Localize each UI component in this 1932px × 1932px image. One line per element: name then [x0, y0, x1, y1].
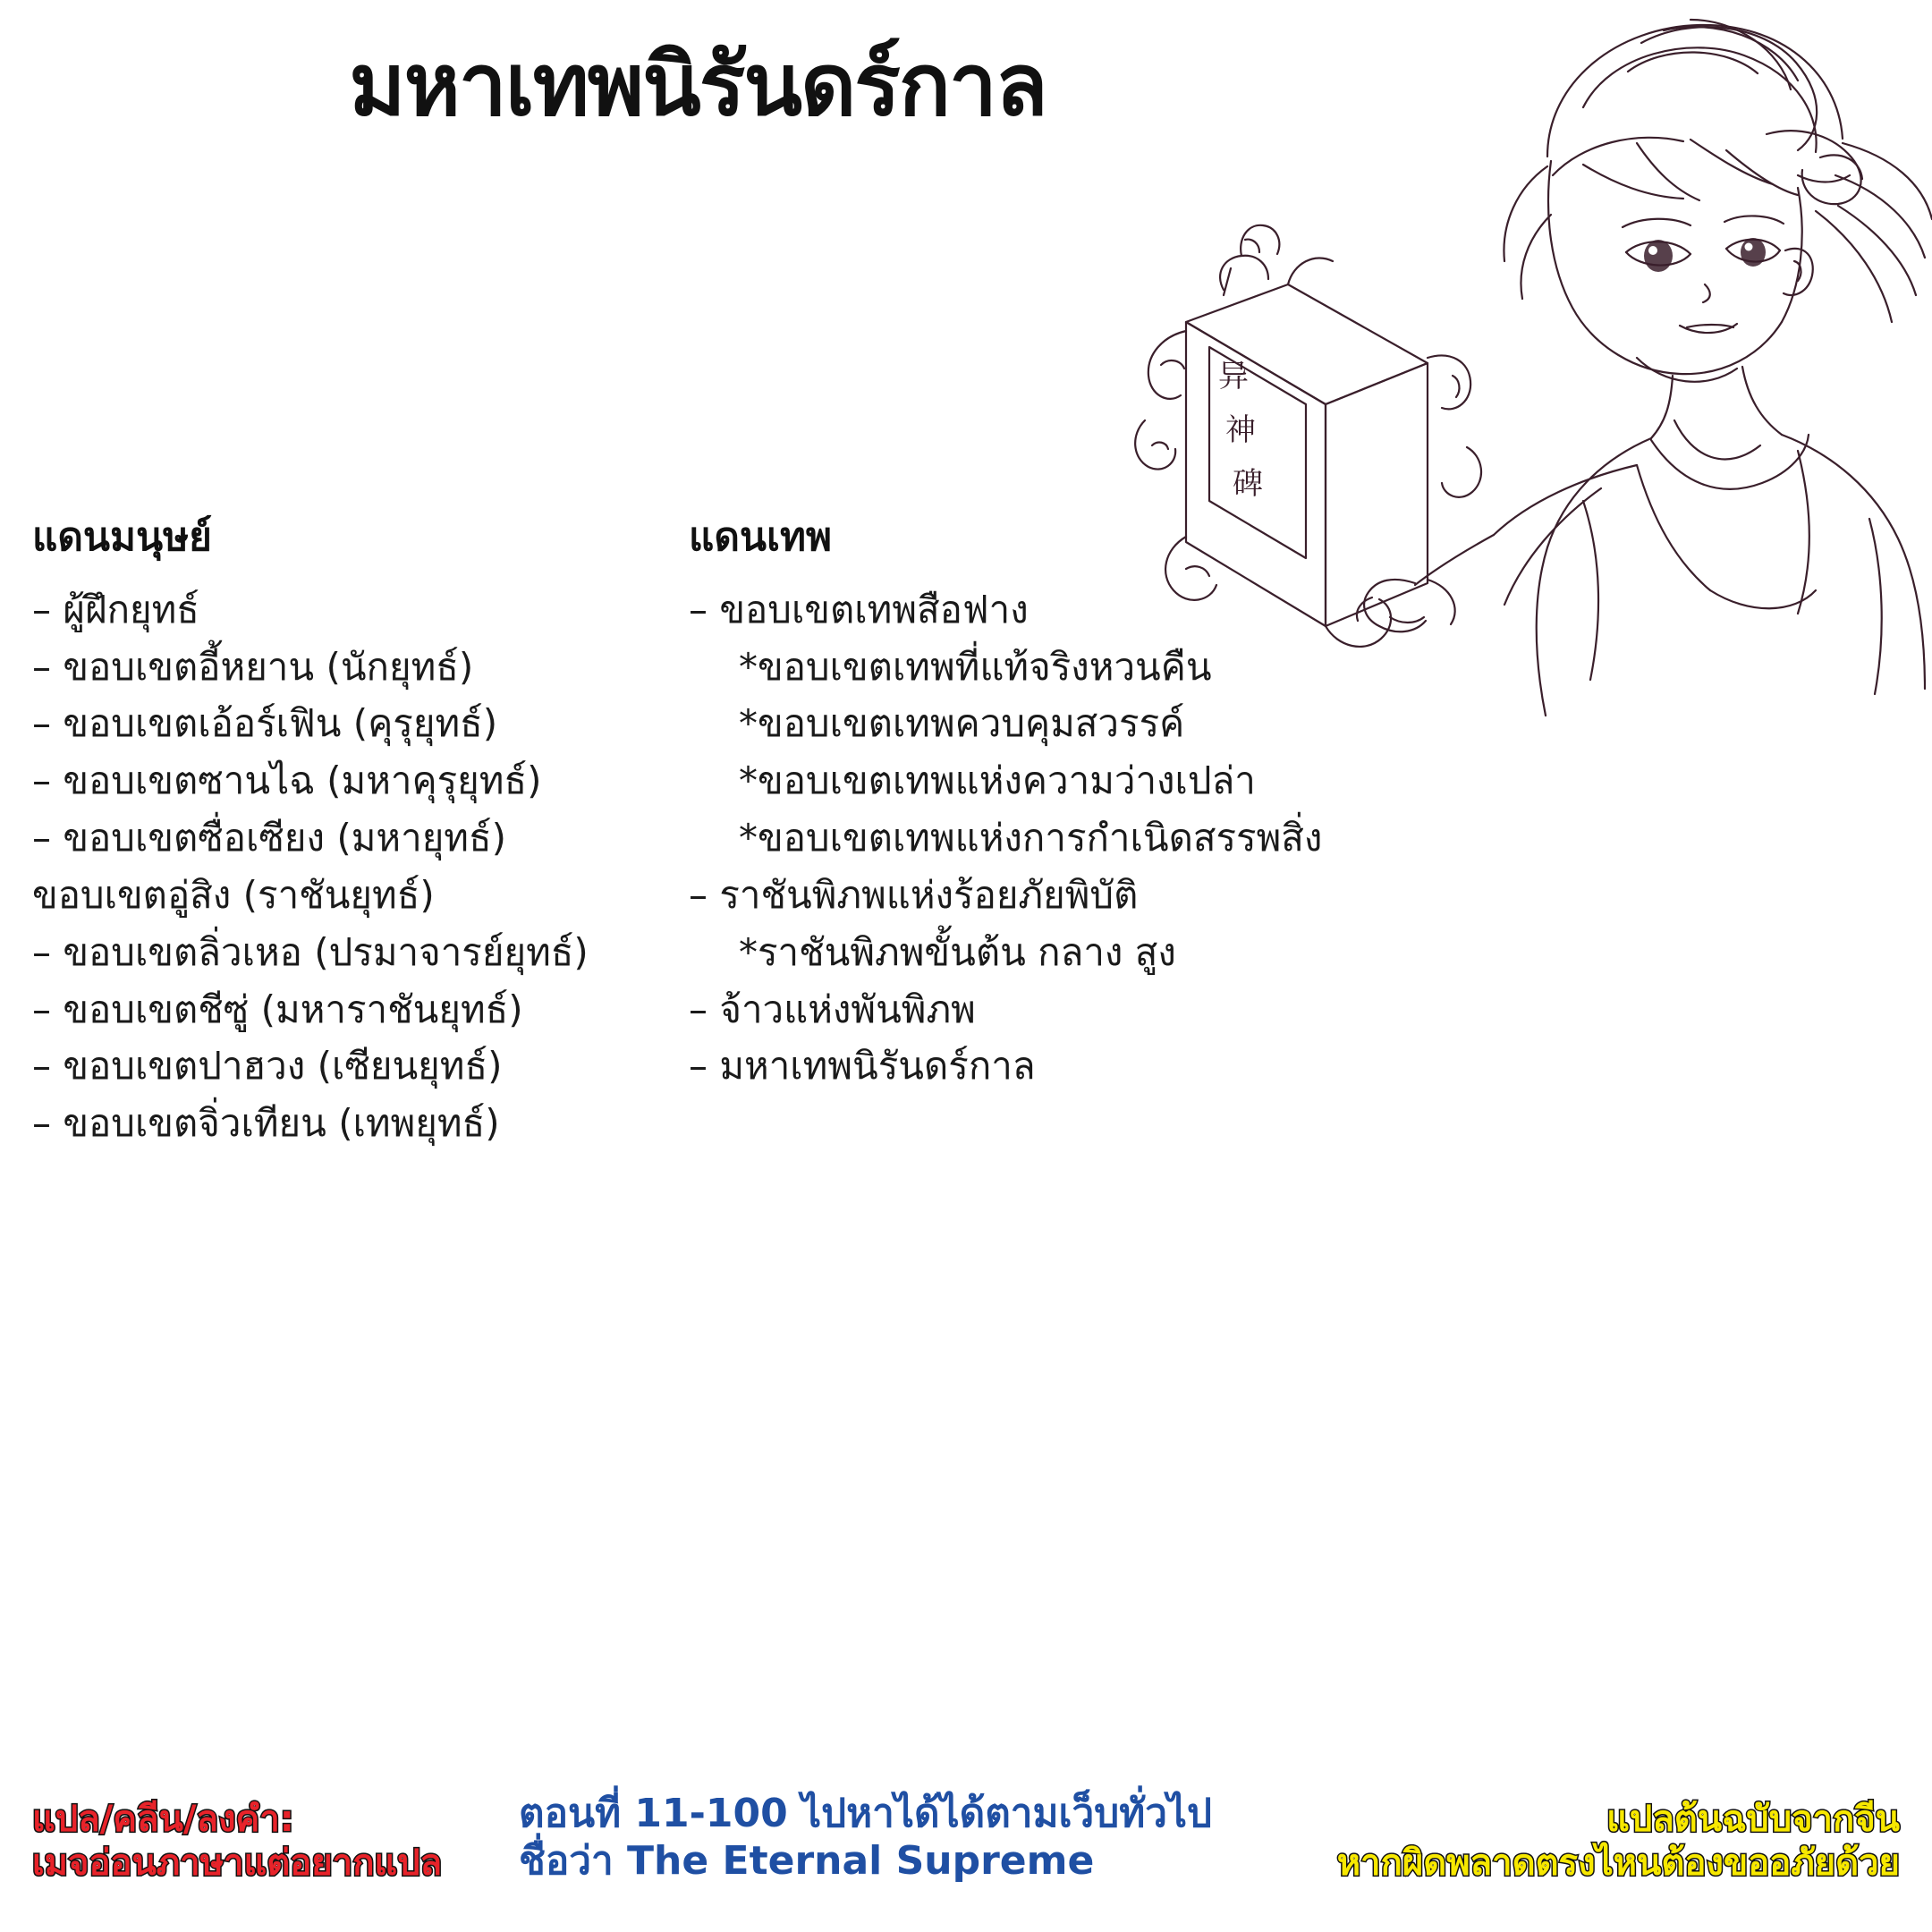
god-realm-heading: แดนเทพ [689, 514, 833, 560]
human-realm-column [32, 514, 658, 1152]
footer-left-line-2: เมจอ่อนภาษาแต่อยากแปล [32, 1843, 443, 1885]
list-item: *ขอบเขตเทพแห่งการกำเนิดสรรพสิ่ง [739, 816, 1323, 860]
footer-right-line-1: แปลต้นฉบับจากจีน [1606, 1799, 1900, 1841]
footer-right-line-2: หากผิดพลาดตรงไหนต้องขออภัยด้วย [1336, 1843, 1900, 1885]
footer [0, 1723, 1932, 1893]
god-realm-column [689, 514, 1404, 1095]
god-realm-list [689, 581, 1404, 1095]
list-item: – ขอบเขตเอ้อร์เฟิน (คุรุยุทธ์) [32, 701, 498, 746]
svg-text:神: 神 [1225, 412, 1256, 448]
svg-text:碑: 碑 [1233, 466, 1263, 502]
footer-credits-translator [32, 1798, 442, 1885]
list-item: – ขอบเขตซื่อเซียง (มหายุทธ์) [32, 816, 507, 860]
page-title: มหาเทพนิรันดร์กาล [349, 35, 1046, 135]
list-item: – ขอบเขตปาฮวง (เซียนยุทธ์) [32, 1044, 503, 1089]
human-realm-list [32, 581, 658, 1152]
list-item: – มหาเทพนิรันดร์กาล [689, 1044, 1036, 1089]
list-item: *ขอบเขตเทพแห่งความว่างเปล่า [739, 758, 1256, 803]
list-item: – ผู้ฝึกยุทธ์ [32, 587, 199, 631]
list-item: – ราชันพิภพแห่งร้อยภัยพิบัติ [689, 872, 1139, 917]
list-item: – ขอบเขตชีซู่ (มหาราชันยุทธ์) [32, 987, 523, 1031]
list-item: – จ้าวแห่งพันพิภพ [689, 987, 976, 1031]
svg-text:异: 异 [1218, 359, 1249, 394]
list-item: ขอบเขตอู่สิง (ราชันยุทธ์) [32, 872, 435, 917]
list-item: – ขอบเขตลิ่วเหอ (ปรมาจารย์ยุทธ์) [32, 929, 589, 974]
footer-chapter-note [519, 1790, 1212, 1885]
footer-center-line-2: ชื่อว่า The Eternal Supreme [519, 1838, 1095, 1885]
footer-center-line-1: ตอนที่ 11-100 ไปหาได้ได้ตามเว็บทั่วไป [519, 1790, 1212, 1836]
list-item: – ขอบเขตซานไฉ (มหาคุรุยุทธ์) [32, 758, 542, 803]
list-item: – ขอบเขตอี้หยาน (นักยุทธ์) [32, 644, 474, 689]
list-item: *ขอบเขตเทพควบคุมสวรรค์ [739, 701, 1185, 746]
list-item: *ราชันพิภพขั้นต้น กลาง สูง [739, 929, 1176, 974]
human-realm-heading: แดนมนุษย์ [32, 514, 212, 560]
footer-source-note [1337, 1798, 1900, 1885]
list-item: – ขอบเขตเทพสือฟาง [689, 587, 1029, 631]
list-item: – ขอบเขตจิ่วเทียน (เทพยุทธ์) [32, 1101, 500, 1146]
footer-left-line-1: แปล/คลีน/ลงคำ: [32, 1799, 294, 1841]
list-item: *ขอบเขตเทพที่แท้จริงหวนคืน [739, 644, 1212, 689]
